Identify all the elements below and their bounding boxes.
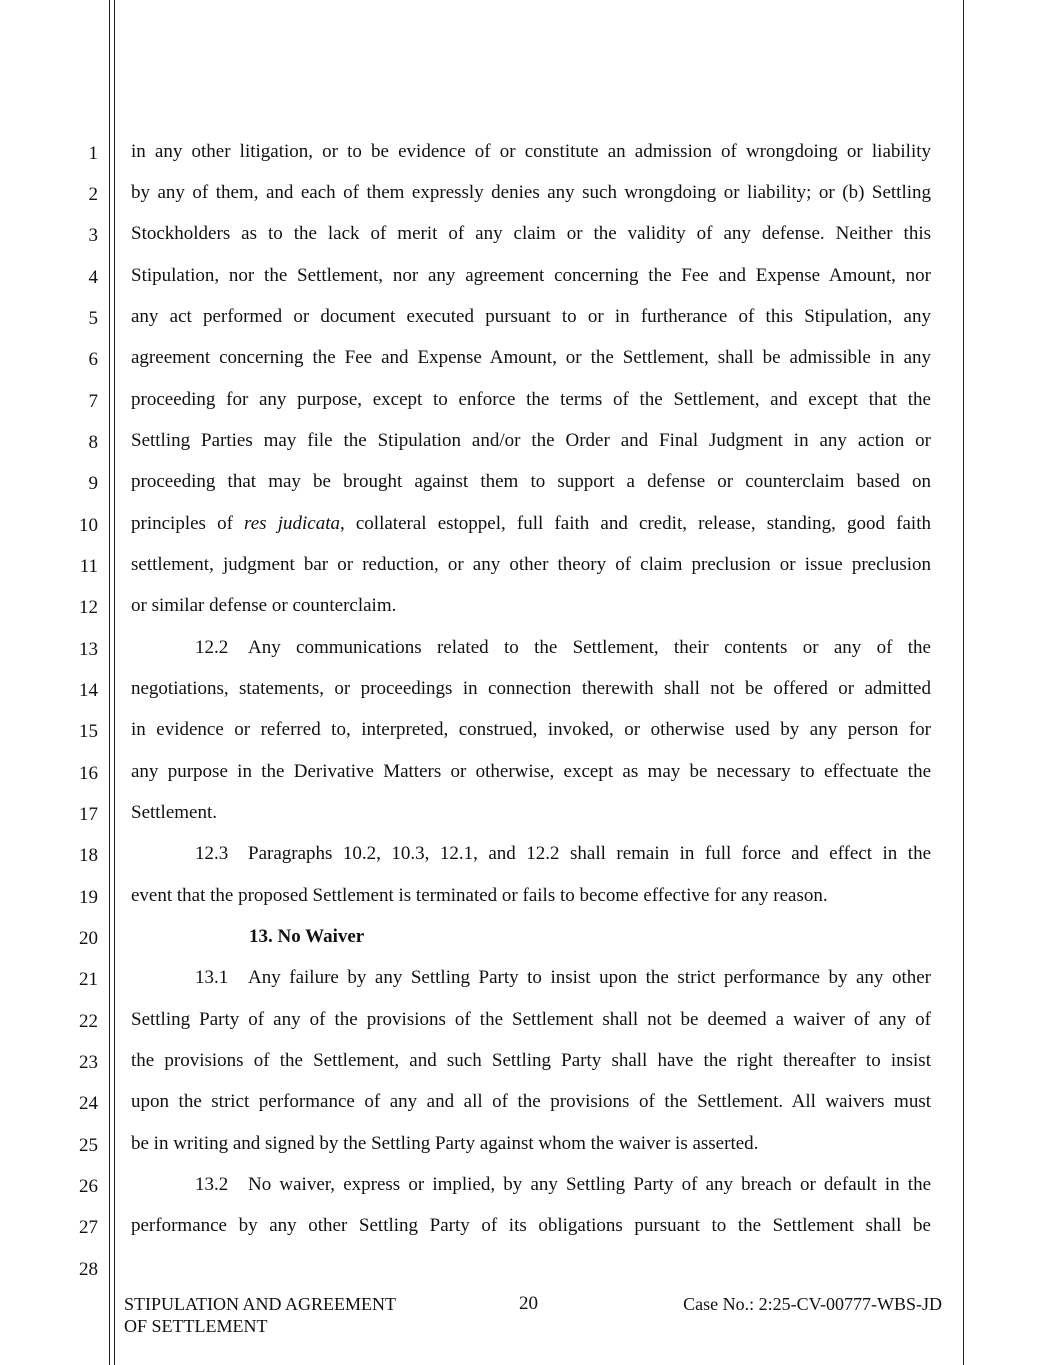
footer-title-line: STIPULATION AND AGREEMENT	[124, 1294, 396, 1314]
body-text-segment: Any communications related to the Settlement, their contents or any of the	[248, 637, 931, 658]
line-number: 22	[79, 1011, 98, 1032]
paragraph-number: 13.1	[195, 967, 229, 988]
line-number: 6	[88, 349, 98, 370]
line-number: 20	[79, 928, 98, 949]
footer-title-line: OF SETTLEMENT	[124, 1316, 268, 1336]
line-number: 12	[79, 597, 98, 618]
body-text-line: settlement, judgment bar or reduction, or any other theory of claim preclusion or issue preclusion	[131, 554, 931, 575]
line-number: 15	[79, 721, 98, 742]
body-text-line: any purpose in the Derivative Matters or otherwise, except as may be necessary to effectuate the	[131, 761, 931, 782]
line-number: 7	[88, 391, 98, 412]
line-number: 25	[79, 1135, 98, 1156]
line-number: 13	[79, 639, 98, 660]
line-number: 2	[88, 184, 98, 205]
paragraph-first-line	[195, 842, 931, 866]
footer-document-title	[124, 1293, 396, 1337]
line-number: 24	[79, 1093, 98, 1114]
line-number: 14	[79, 680, 98, 701]
line-number: 4	[88, 267, 98, 288]
paragraph-first-line	[195, 966, 931, 990]
body-text-line: any act performed or document executed pursuant to or in furtherance of this Stipulation, any	[131, 306, 931, 327]
body-text-segment: Paragraphs 10.2, 10.3, 12.1, and 12.2 shall remain in full force and effect in the	[248, 843, 931, 864]
line-number: 11	[79, 556, 98, 577]
line-number: 27	[79, 1217, 98, 1238]
body-text-line: Settling Party of any of the provisions of the Settlement shall not be deemed a waiver of any of	[131, 1009, 931, 1030]
left-margin-rule-inner	[114, 0, 115, 1365]
section-heading: 13. No Waiver	[249, 926, 365, 947]
body-text-line: event that the proposed Settlement is terminated or fails to become effective for any reason.	[131, 885, 828, 906]
line-number: 21	[79, 969, 98, 990]
body-text-line	[131, 512, 931, 536]
body-text-line: Stipulation, nor the Settlement, nor any agreement concerning the Fee and Expense Amount, nor	[131, 265, 931, 286]
body-text-line: proceeding that may be brought against them to support a defense or counterclaim based on	[131, 471, 931, 492]
paragraph-number: 12.2	[195, 637, 229, 658]
body-text-line: negotiations, statements, or proceedings in connection therewith shall not be offered or admitted	[131, 678, 931, 699]
body-text-line: Settlement.	[131, 802, 218, 823]
body-text-line: by any of them, and each of them expressly denies any such wrongdoing or liability; or (b) Settling	[131, 182, 931, 203]
body-text-line: performance by any other Settling Party of its obligations pursuant to the Settlement shall be	[131, 1215, 931, 1236]
paragraph-number: 12.3	[195, 843, 229, 864]
paragraph-first-line	[195, 1173, 931, 1197]
line-number: 1	[88, 143, 98, 164]
body-text-segment: principles of	[131, 513, 245, 534]
line-number: 18	[79, 845, 98, 866]
paragraph-first-line	[195, 636, 931, 660]
body-text-line: in evidence or referred to, interpreted, construed, invoked, or otherwise used by any person for	[131, 719, 931, 740]
body-text-line: the provisions of the Settlement, and such Settling Party shall have the right thereafter to insist	[131, 1050, 931, 1071]
line-number: 9	[88, 473, 98, 494]
line-number: 3	[88, 225, 98, 246]
left-margin-rule-outer	[109, 0, 110, 1365]
body-text-line: Settling Parties may file the Stipulation and/or the Order and Final Judgment in any action or	[131, 430, 931, 451]
footer-case-number: Case No.: 2:25-CV-00777-WBS-JD	[683, 1294, 942, 1314]
body-text-segment: Any failure by any Settling Party to insist upon the strict performance by any other	[248, 967, 931, 988]
body-text-segment: No waiver, express or implied, by any Settling Party of any breach or default in the	[248, 1174, 931, 1195]
line-number: 5	[88, 308, 98, 329]
body-text-line: agreement concerning the Fee and Expense Amount, or the Settlement, shall be admissible in any	[131, 347, 931, 368]
italic-term: res judicata	[244, 513, 340, 534]
right-margin-rule	[963, 0, 964, 1365]
paragraph-number: 13.2	[195, 1174, 229, 1195]
body-text-line: or similar defense or counterclaim.	[131, 595, 397, 616]
line-number-column	[60, 0, 100, 1365]
line-number: 19	[79, 887, 98, 908]
line-number: 26	[79, 1176, 98, 1197]
line-number: 16	[79, 763, 98, 784]
body-text-line: proceeding for any purpose, except to enforce the terms of the Settlement, and except that the	[131, 389, 931, 410]
body-text-line: Stockholders as to the lack of merit of any claim or the validity of any defense. Neither this	[131, 223, 931, 244]
line-number: 10	[79, 515, 98, 536]
line-number: 28	[79, 1259, 98, 1280]
line-number: 17	[79, 804, 98, 825]
footer-page-number: 20	[519, 1293, 538, 1314]
body-text-line: in any other litigation, or to be evidence of or constitute an admission of wrongdoing or liability	[131, 141, 931, 162]
body-text-segment: , collateral estoppel, full faith and credit, release, standing, good faith	[339, 513, 931, 534]
body-text-line: upon the strict performance of any and all of the provisions of the Settlement. All waivers must	[131, 1091, 931, 1112]
line-number: 8	[88, 432, 98, 453]
body-text-line: be in writing and signed by the Settling Party against whom the waiver is asserted.	[131, 1133, 759, 1154]
line-number: 23	[79, 1052, 98, 1073]
